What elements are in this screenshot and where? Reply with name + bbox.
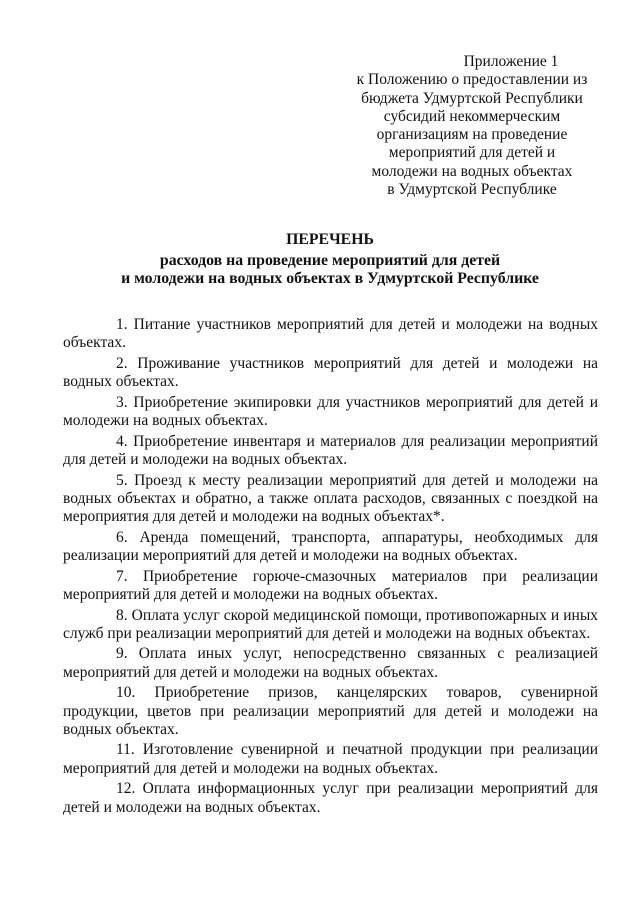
list-item: 3. Приобретение экипировки для участников мероприятий для детей и молодежи на водных объектах. xyxy=(63,393,598,430)
document-title xyxy=(100,231,560,289)
title-heading: ПЕРЕЧЕНЬ xyxy=(286,231,374,248)
appendix-line: организациям на проведение xyxy=(376,126,568,144)
appendix-line: к Положению о предоставлении из xyxy=(356,71,588,89)
list-item: 11. Изготовление сувенирной и печатной продукции при реализации мероприятий для детей и молодежи на водных объектах. xyxy=(63,741,598,777)
appendix-note xyxy=(352,53,592,199)
appendix-line: Приложение 1 xyxy=(463,53,559,70)
appendix-line: бюджета Удмуртской Республики xyxy=(361,89,583,107)
list-item: 9. Оплата иных услуг, непосредственно связанных с реализацией мероприятий для детей и молодежи на водных объектах. xyxy=(63,645,598,681)
expense-list xyxy=(63,316,598,819)
list-item: 8. Оплата услуг скорой медицинской помощи, противопожарных и иных служб при реализации мероприятий для детей и молодежи на водных объектах. xyxy=(63,606,598,642)
appendix-line: субсидий некоммерческим xyxy=(383,107,561,125)
list-item: 4. Приобретение инвентаря и материалов для реализации мероприятий для детей и молодежи на водных объектах. xyxy=(63,432,598,468)
title-subline: и молодежи на водных объектах в Удмуртской Республике xyxy=(121,270,539,287)
list-item: 12. Оплата информационных услуг при реализации мероприятий для детей и молодежи на водных объектах. xyxy=(63,780,598,816)
list-item: 5. Проезд к месту реализации мероприятий для детей и молодежи на водных объектах и обратно, а также оплата расходов, связанных с поездкой на мероприятия для детей и молодежи на водных объектах*. xyxy=(63,471,598,526)
appendix-line: молодежи на водных объектах xyxy=(371,162,573,180)
list-item: 10. Приобретение призов, канцелярских товаров, сувенирной продукции, цветов при реализации мероприятий для детей и молодежи на водных объектах. xyxy=(63,684,598,738)
appendix-line: мероприятий для детей и xyxy=(388,144,556,162)
list-item: 6. Аренда помещений, транспорта, аппаратуры, необходимых для реализации мероприятий для детей и молодежи на водных объектах. xyxy=(63,528,598,564)
list-item: 2. Проживание участников мероприятий для детей и молодежи на водных объектах. xyxy=(63,354,598,391)
list-item: 1. Питание участников мероприятий для детей и молодежи на водных объектах. xyxy=(63,316,598,352)
appendix-line: в Удмуртской Республике xyxy=(387,181,557,199)
title-subline: расходов на проведение мероприятий для детей xyxy=(159,251,501,269)
list-item: 7. Приобретение горюче-смазочных материалов при реализации мероприятий для детей и молодежи на водных объектах. xyxy=(63,567,598,603)
